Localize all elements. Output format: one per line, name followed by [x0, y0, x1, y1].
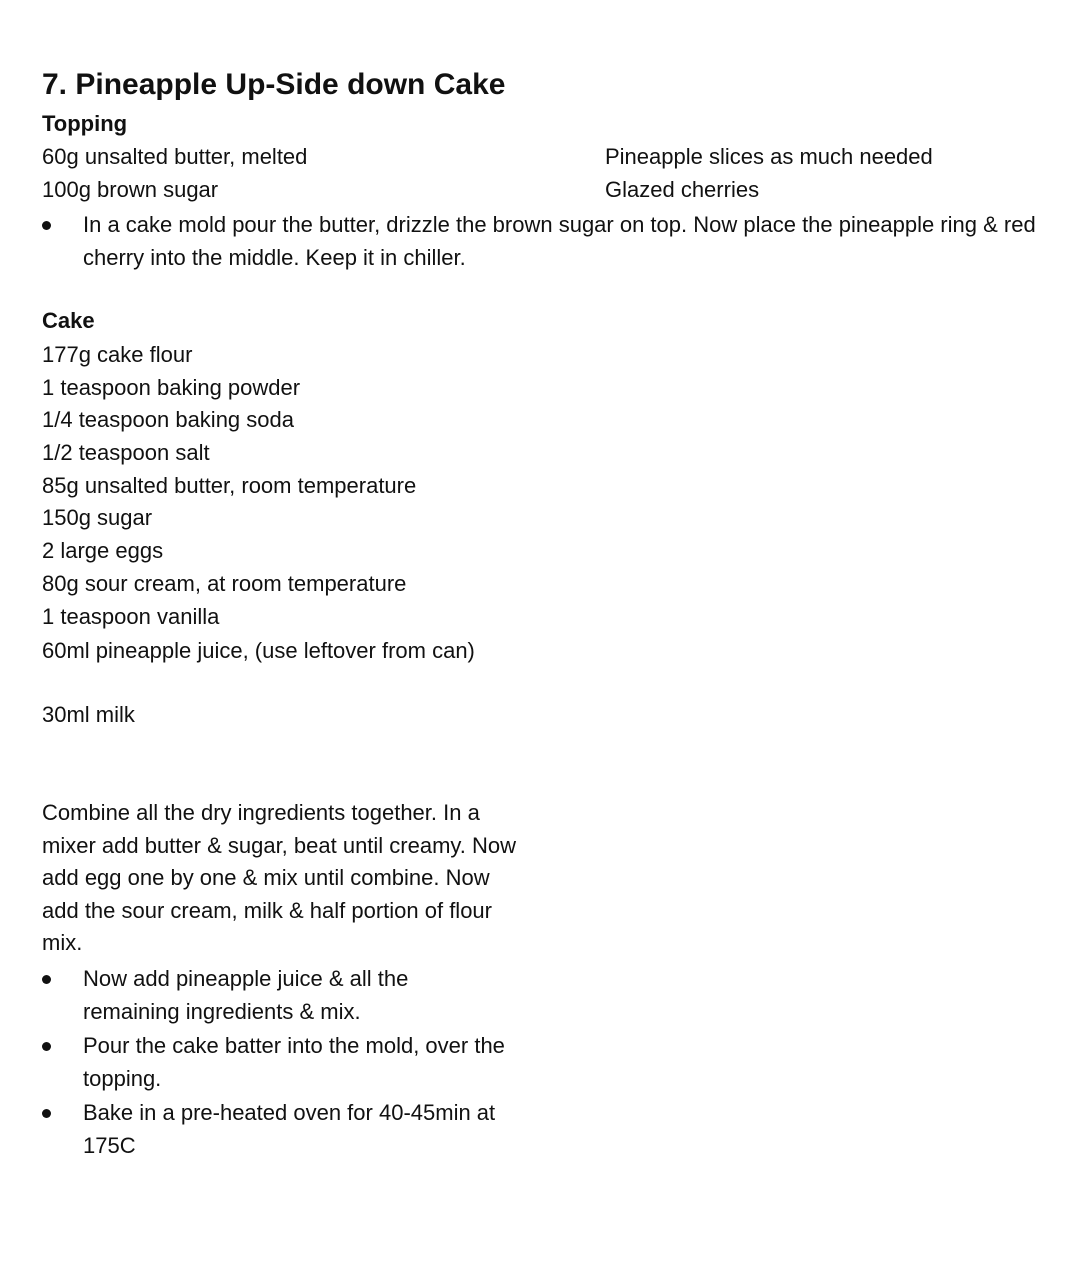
page-edge-artifact: [40, 0, 110, 4]
cake-ingredient: 1 teaspoon baking powder: [42, 375, 301, 400]
topping-ingredient: Pineapple slices as much needed: [605, 144, 933, 169]
method-paragraph: Combine all the dry ingredients together. In a mixer add butter & sugar, beat until creamy. Now add egg one by one & mix until combine. Now add the sour cream, milk & half portion of flour mix.: [42, 800, 517, 956]
cake-ingredient: 60ml pineapple juice, (use leftover from can): [42, 638, 475, 663]
bullet-icon: [42, 221, 51, 230]
topping-ingredient: 60g unsalted butter, melted: [42, 144, 308, 169]
cake-heading: Cake: [42, 308, 95, 333]
cake-step-text: Pour the cake batter into the mold, over the topping.: [83, 1033, 505, 1091]
cake-ingredient: 85g unsalted butter, room temperature: [42, 473, 417, 498]
cake-step-text: Now add pineapple juice & all the remaining ingredients & mix.: [83, 966, 409, 1024]
topping-step-text: In a cake mold pour the butter, drizzle the brown sugar on top. Now place the pineapple ring & red cherry into the middle. Keep it in chiller.: [83, 212, 1036, 270]
cake-step-text: Bake in a pre-heated oven for 40-45min at 175C: [83, 1100, 496, 1158]
cake-ingredient: 1 teaspoon vanilla: [42, 604, 220, 629]
bullet-icon: [42, 1042, 51, 1051]
cake-ingredient: 177g cake flour: [42, 342, 193, 367]
bullet-icon: [42, 1109, 51, 1118]
cake-ingredient: 2 large eggs: [42, 538, 164, 563]
cake-ingredient: 80g sour cream, at room temperature: [42, 571, 407, 596]
topping-heading: Topping: [42, 111, 128, 136]
cake-ingredient: 1/4 teaspoon baking soda: [42, 407, 294, 432]
bullet-icon: [42, 975, 51, 984]
cake-ingredient: 150g sugar: [42, 505, 153, 530]
recipe-title: 7. Pineapple Up-Side down Cake: [42, 68, 506, 101]
cake-ingredient: 1/2 teaspoon salt: [42, 440, 210, 465]
cake-ingredient: 30ml milk: [42, 702, 135, 727]
topping-ingredient: Glazed cherries: [605, 177, 760, 202]
topping-ingredient: 100g brown sugar: [42, 177, 219, 202]
